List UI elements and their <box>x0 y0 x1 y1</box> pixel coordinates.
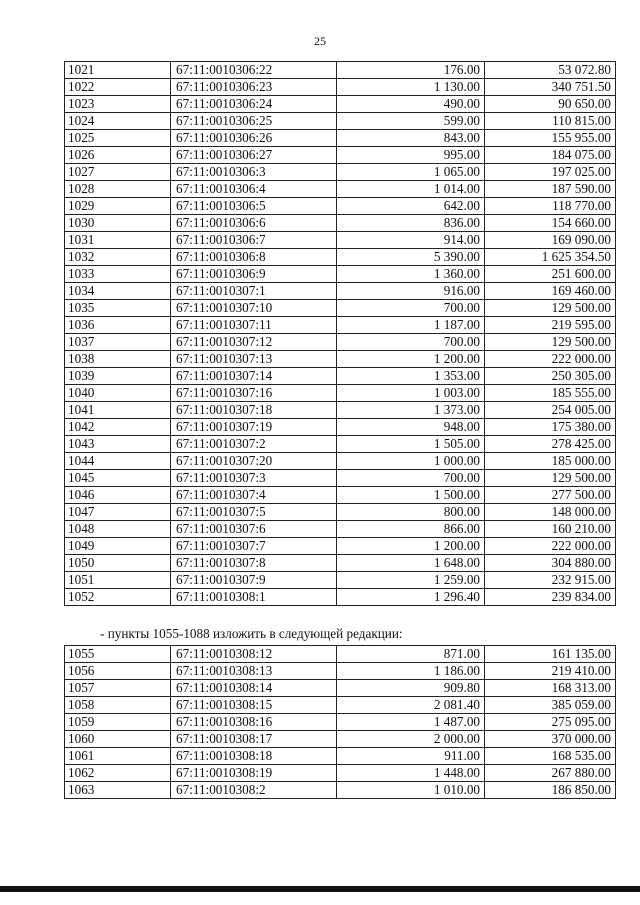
area-cell: 1 500.00 <box>337 487 485 504</box>
area-cell: 911.00 <box>337 748 485 765</box>
cadastral-number-cell: 67:11:0010307:19 <box>171 419 337 436</box>
row-number-cell: 1023 <box>65 96 171 113</box>
cadastral-number-cell: 67:11:0010307:4 <box>171 487 337 504</box>
cost-cell: 219 410.00 <box>485 663 616 680</box>
row-number-cell: 1031 <box>65 232 171 249</box>
table-row <box>65 385 616 402</box>
cadastral-number-cell: 67:11:0010306:4 <box>171 181 337 198</box>
area-cell: 176.00 <box>337 62 485 79</box>
cadastral-number-cell: 67:11:0010306:23 <box>171 79 337 96</box>
cost-cell: 161 135.00 <box>485 646 616 663</box>
row-number-cell: 1024 <box>65 113 171 130</box>
area-cell: 1 187.00 <box>337 317 485 334</box>
row-number-cell: 1059 <box>65 714 171 731</box>
row-number-cell: 1042 <box>65 419 171 436</box>
cadastral-number-cell: 67:11:0010308:18 <box>171 748 337 765</box>
row-number-cell: 1027 <box>65 164 171 181</box>
table-row <box>65 538 616 555</box>
cost-cell: 1 625 354.50 <box>485 249 616 266</box>
table-row <box>65 368 616 385</box>
area-cell: 700.00 <box>337 470 485 487</box>
row-number-cell: 1045 <box>65 470 171 487</box>
row-number-cell: 1050 <box>65 555 171 572</box>
table-row <box>65 283 616 300</box>
table-row <box>65 198 616 215</box>
table-row <box>65 181 616 198</box>
row-number-cell: 1040 <box>65 385 171 402</box>
area-cell: 700.00 <box>337 334 485 351</box>
area-cell: 1 186.00 <box>337 663 485 680</box>
area-cell: 948.00 <box>337 419 485 436</box>
area-cell: 1 014.00 <box>337 181 485 198</box>
table-row <box>65 680 616 697</box>
row-number-cell: 1049 <box>65 538 171 555</box>
cadastral-number-cell: 67:11:0010307:10 <box>171 300 337 317</box>
cost-cell: 154 660.00 <box>485 215 616 232</box>
table-row <box>65 419 616 436</box>
row-number-cell: 1025 <box>65 130 171 147</box>
table-row <box>65 663 616 680</box>
area-cell: 995.00 <box>337 147 485 164</box>
table-row <box>65 748 616 765</box>
area-cell: 599.00 <box>337 113 485 130</box>
area-cell: 642.00 <box>337 198 485 215</box>
table-row <box>65 521 616 538</box>
cadastral-number-cell: 67:11:0010306:26 <box>171 130 337 147</box>
table-row <box>65 765 616 782</box>
cost-cell: 278 425.00 <box>485 436 616 453</box>
cost-cell: 219 595.00 <box>485 317 616 334</box>
row-number-cell: 1060 <box>65 731 171 748</box>
cost-cell: 385 059.00 <box>485 697 616 714</box>
area-cell: 866.00 <box>337 521 485 538</box>
row-number-cell: 1034 <box>65 283 171 300</box>
cadastral-number-cell: 67:11:0010308:19 <box>171 765 337 782</box>
area-cell: 1 505.00 <box>337 436 485 453</box>
row-number-cell: 1041 <box>65 402 171 419</box>
table-row <box>65 232 616 249</box>
cost-cell: 277 500.00 <box>485 487 616 504</box>
row-number-cell: 1036 <box>65 317 171 334</box>
cost-cell: 185 555.00 <box>485 385 616 402</box>
row-number-cell: 1029 <box>65 198 171 215</box>
cadastral-number-cell: 67:11:0010307:13 <box>171 351 337 368</box>
area-cell: 1 353.00 <box>337 368 485 385</box>
cadastral-number-cell: 67:11:0010306:6 <box>171 215 337 232</box>
cadastral-number-cell: 67:11:0010308:14 <box>171 680 337 697</box>
cadastral-number-cell: 67:11:0010306:5 <box>171 198 337 215</box>
cadastral-number-cell: 67:11:0010307:16 <box>171 385 337 402</box>
cost-cell: 169 460.00 <box>485 283 616 300</box>
row-number-cell: 1047 <box>65 504 171 521</box>
cost-cell: 110 815.00 <box>485 113 616 130</box>
cadastral-number-cell: 67:11:0010306:7 <box>171 232 337 249</box>
row-number-cell: 1052 <box>65 589 171 606</box>
row-number-cell: 1038 <box>65 351 171 368</box>
cadastral-number-cell: 67:11:0010307:1 <box>171 283 337 300</box>
cost-cell: 186 850.00 <box>485 782 616 799</box>
cost-cell: 340 751.50 <box>485 79 616 96</box>
table-row <box>65 96 616 113</box>
table-row <box>65 164 616 181</box>
cost-cell: 129 500.00 <box>485 300 616 317</box>
row-number-cell: 1030 <box>65 215 171 232</box>
parcel-table-a <box>64 61 616 606</box>
table-row <box>65 79 616 96</box>
cadastral-number-cell: 67:11:0010306:27 <box>171 147 337 164</box>
area-cell: 1 259.00 <box>337 572 485 589</box>
cadastral-number-cell: 67:11:0010308:1 <box>171 589 337 606</box>
row-number-cell: 1022 <box>65 79 171 96</box>
cost-cell: 129 500.00 <box>485 334 616 351</box>
cost-cell: 90 650.00 <box>485 96 616 113</box>
row-number-cell: 1032 <box>65 249 171 266</box>
cadastral-number-cell: 67:11:0010307:12 <box>171 334 337 351</box>
row-number-cell: 1033 <box>65 266 171 283</box>
table-row <box>65 215 616 232</box>
table-row <box>65 317 616 334</box>
cost-cell: 187 590.00 <box>485 181 616 198</box>
row-number-cell: 1021 <box>65 62 171 79</box>
area-cell: 914.00 <box>337 232 485 249</box>
page-number: 25 <box>314 34 326 48</box>
table-row <box>65 147 616 164</box>
area-cell: 1 487.00 <box>337 714 485 731</box>
cost-cell: 370 000.00 <box>485 731 616 748</box>
table-row <box>65 130 616 147</box>
parcel-table-b-body <box>65 646 616 799</box>
cost-cell: 250 305.00 <box>485 368 616 385</box>
area-cell: 1 648.00 <box>337 555 485 572</box>
area-cell: 916.00 <box>337 283 485 300</box>
row-number-cell: 1062 <box>65 765 171 782</box>
cost-cell: 275 095.00 <box>485 714 616 731</box>
table-row <box>65 249 616 266</box>
table-row <box>65 62 616 79</box>
table-row <box>65 334 616 351</box>
table-row <box>65 646 616 663</box>
table-row <box>65 266 616 283</box>
cost-cell: 267 880.00 <box>485 765 616 782</box>
table-row <box>65 572 616 589</box>
area-cell: 700.00 <box>337 300 485 317</box>
cadastral-number-cell: 67:11:0010307:7 <box>171 538 337 555</box>
cost-cell: 222 000.00 <box>485 351 616 368</box>
cadastral-number-cell: 67:11:0010307:8 <box>171 555 337 572</box>
area-cell: 490.00 <box>337 96 485 113</box>
area-cell: 1 200.00 <box>337 351 485 368</box>
cost-cell: 239 834.00 <box>485 589 616 606</box>
area-cell: 836.00 <box>337 215 485 232</box>
row-number-cell: 1057 <box>65 680 171 697</box>
cost-cell: 254 005.00 <box>485 402 616 419</box>
area-cell: 2 081.40 <box>337 697 485 714</box>
row-number-cell: 1039 <box>65 368 171 385</box>
cost-cell: 222 000.00 <box>485 538 616 555</box>
row-number-cell: 1046 <box>65 487 171 504</box>
row-number-cell: 1026 <box>65 147 171 164</box>
cadastral-number-cell: 67:11:0010308:17 <box>171 731 337 748</box>
cadastral-number-cell: 67:11:0010307:2 <box>171 436 337 453</box>
area-cell: 800.00 <box>337 504 485 521</box>
area-cell: 1 296.40 <box>337 589 485 606</box>
area-cell: 843.00 <box>337 130 485 147</box>
cadastral-number-cell: 67:11:0010307:14 <box>171 368 337 385</box>
area-cell: 1 448.00 <box>337 765 485 782</box>
table-row <box>65 351 616 368</box>
row-number-cell: 1043 <box>65 436 171 453</box>
cost-cell: 168 313.00 <box>485 680 616 697</box>
table-row <box>65 436 616 453</box>
table-row <box>65 487 616 504</box>
cadastral-number-cell: 67:11:0010308:2 <box>171 782 337 799</box>
table-row <box>65 697 616 714</box>
cadastral-number-cell: 67:11:0010308:15 <box>171 697 337 714</box>
area-cell: 1 010.00 <box>337 782 485 799</box>
cost-cell: 232 915.00 <box>485 572 616 589</box>
row-number-cell: 1028 <box>65 181 171 198</box>
area-cell: 1 373.00 <box>337 402 485 419</box>
area-cell: 909.80 <box>337 680 485 697</box>
area-cell: 5 390.00 <box>337 249 485 266</box>
cost-cell: 160 210.00 <box>485 521 616 538</box>
table-row <box>65 731 616 748</box>
cadastral-number-cell: 67:11:0010307:5 <box>171 504 337 521</box>
parcel-table-a-body <box>65 62 616 606</box>
cadastral-number-cell: 67:11:0010306:3 <box>171 164 337 181</box>
row-number-cell: 1035 <box>65 300 171 317</box>
table-row <box>65 470 616 487</box>
area-cell: 871.00 <box>337 646 485 663</box>
cadastral-number-cell: 67:11:0010307:6 <box>171 521 337 538</box>
table-row <box>65 402 616 419</box>
cadastral-number-cell: 67:11:0010306:25 <box>171 113 337 130</box>
cost-cell: 169 090.00 <box>485 232 616 249</box>
row-number-cell: 1037 <box>65 334 171 351</box>
cost-cell: 251 600.00 <box>485 266 616 283</box>
table-row <box>65 782 616 799</box>
row-number-cell: 1056 <box>65 663 171 680</box>
row-number-cell: 1044 <box>65 453 171 470</box>
amendment-instruction: - пункты 1055-1088 изложить в следующей редакции: <box>100 626 403 641</box>
cost-cell: 129 500.00 <box>485 470 616 487</box>
cost-cell: 148 000.00 <box>485 504 616 521</box>
area-cell: 2 000.00 <box>337 731 485 748</box>
table-row <box>65 453 616 470</box>
cadastral-number-cell: 67:11:0010308:13 <box>171 663 337 680</box>
cost-cell: 53 072.80 <box>485 62 616 79</box>
table-row <box>65 714 616 731</box>
table-row <box>65 555 616 572</box>
cost-cell: 175 380.00 <box>485 419 616 436</box>
cadastral-number-cell: 67:11:0010306:24 <box>171 96 337 113</box>
row-number-cell: 1058 <box>65 697 171 714</box>
cadastral-number-cell: 67:11:0010306:22 <box>171 62 337 79</box>
area-cell: 1 200.00 <box>337 538 485 555</box>
cost-cell: 304 880.00 <box>485 555 616 572</box>
table-row <box>65 589 616 606</box>
row-number-cell: 1055 <box>65 646 171 663</box>
cadastral-number-cell: 67:11:0010306:8 <box>171 249 337 266</box>
cadastral-number-cell: 67:11:0010307:3 <box>171 470 337 487</box>
cadastral-number-cell: 67:11:0010307:9 <box>171 572 337 589</box>
cadastral-number-cell: 67:11:0010307:11 <box>171 317 337 334</box>
cost-cell: 185 000.00 <box>485 453 616 470</box>
cadastral-number-cell: 67:11:0010307:20 <box>171 453 337 470</box>
cadastral-number-cell: 67:11:0010307:18 <box>171 402 337 419</box>
cadastral-number-cell: 67:11:0010308:12 <box>171 646 337 663</box>
area-cell: 1 000.00 <box>337 453 485 470</box>
row-number-cell: 1048 <box>65 521 171 538</box>
area-cell: 1 130.00 <box>337 79 485 96</box>
row-number-cell: 1051 <box>65 572 171 589</box>
area-cell: 1 360.00 <box>337 266 485 283</box>
table-row <box>65 113 616 130</box>
cost-cell: 118 770.00 <box>485 198 616 215</box>
cost-cell: 155 955.00 <box>485 130 616 147</box>
table-row <box>65 300 616 317</box>
cadastral-number-cell: 67:11:0010306:9 <box>171 266 337 283</box>
area-cell: 1 065.00 <box>337 164 485 181</box>
table-row <box>65 504 616 521</box>
cost-cell: 184 075.00 <box>485 147 616 164</box>
row-number-cell: 1061 <box>65 748 171 765</box>
parcel-table-b <box>64 645 616 799</box>
area-cell: 1 003.00 <box>337 385 485 402</box>
cost-cell: 197 025.00 <box>485 164 616 181</box>
page-bottom-rule <box>0 886 640 892</box>
cadastral-number-cell: 67:11:0010308:16 <box>171 714 337 731</box>
cost-cell: 168 535.00 <box>485 748 616 765</box>
row-number-cell: 1063 <box>65 782 171 799</box>
